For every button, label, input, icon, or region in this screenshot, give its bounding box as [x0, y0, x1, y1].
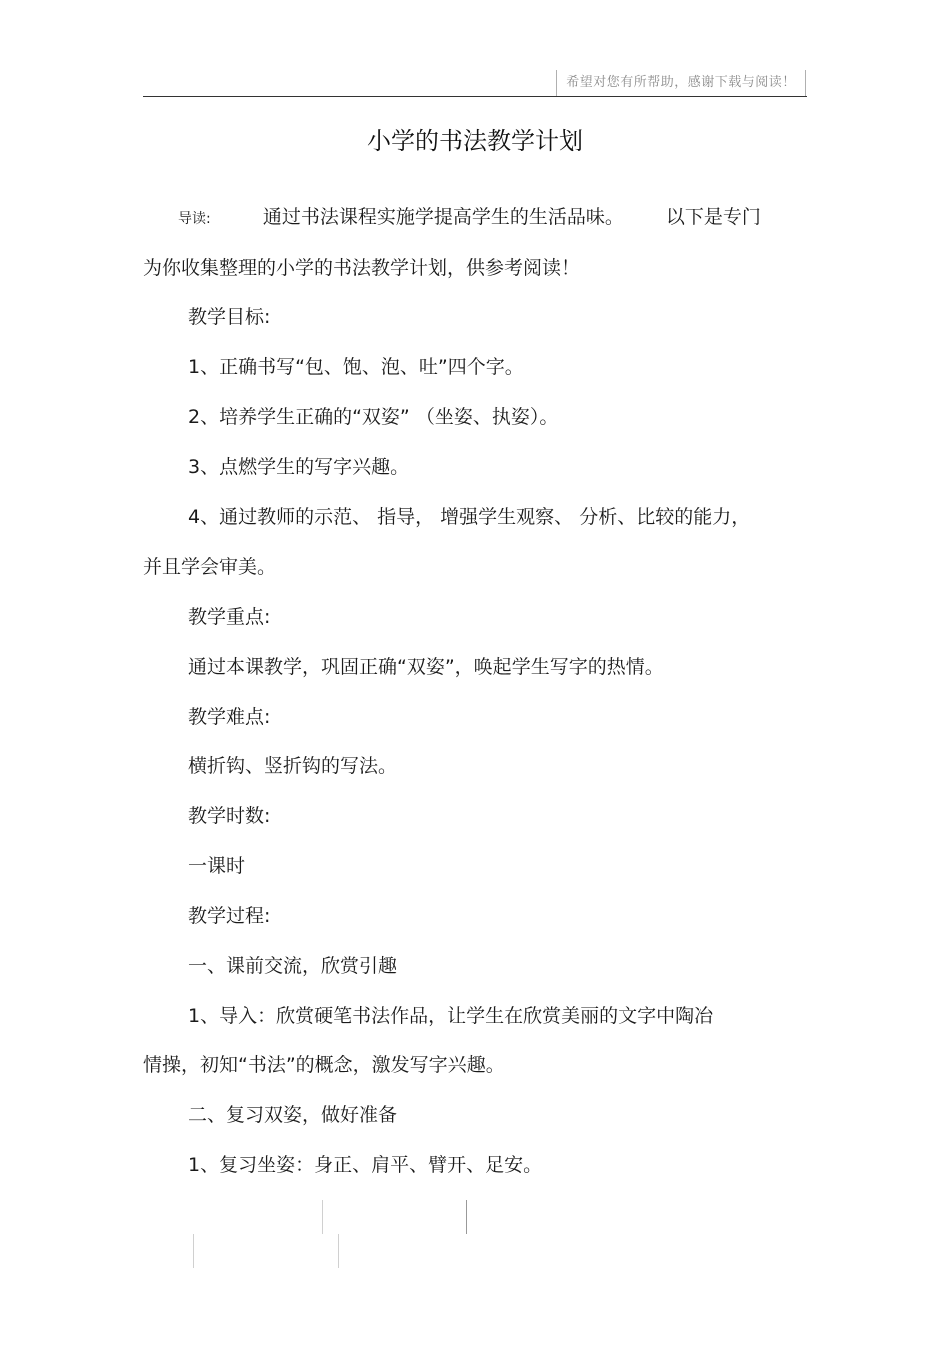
step-1-heading: 一、课前交流，欣赏引趣 — [188, 955, 398, 977]
goal-item-4: 4、通过教师的示范、 指导， 增强学生观察、 分析、比较的能力， — [188, 506, 751, 528]
page-title: 小学的书法教学计划 — [367, 127, 583, 155]
goal-item-2: 2、培养学生正确的“双姿” （坐姿、执姿）。 — [188, 406, 559, 428]
difficulty-text: 横折钩、竖折钩的写法。 — [188, 755, 398, 777]
step-1-item-1-cont: 情操，初知“书法”的概念，激发写字兴趣。 — [143, 1054, 505, 1076]
goal-item-1: 1、正确书写“包、饱、泡、吐”四个字。 — [188, 356, 524, 378]
step-1-item-1: 1、导入：欣赏硬笔书法作品，让学生在欣赏美丽的文字中陶冶 — [188, 1005, 714, 1027]
scan-mark — [338, 1234, 339, 1268]
intro-part-1: 通过书法课程实施学提高学生的生活品味。 — [262, 206, 624, 228]
step-2-heading: 二、复习双姿，做好准备 — [188, 1104, 398, 1126]
hours-text: 一课时 — [188, 855, 246, 877]
step-2-item-1: 1、复习坐姿：身正、肩平、臂开、足安。 — [188, 1154, 543, 1176]
scan-mark — [466, 1200, 467, 1234]
goal-heading: 教学目标: — [188, 306, 271, 328]
scan-mark — [193, 1234, 194, 1268]
header-rule — [143, 96, 807, 97]
scan-mark — [322, 1200, 323, 1234]
difficulty-heading: 教学难点: — [188, 706, 271, 728]
key-heading: 教学重点: — [188, 606, 271, 628]
process-heading: 教学过程: — [188, 905, 271, 927]
header-note: 希望对您有所帮助，感谢下载与阅读！ — [556, 70, 806, 96]
goal-item-3: 3、点燃学生的写字兴趣。 — [188, 456, 410, 478]
intro-line-2: 为你收集整理的小学的书法教学计划，供参考阅读！ — [143, 257, 581, 279]
goal-item-4-cont: 并且学会审美。 — [143, 556, 277, 578]
intro-part-2: 以下是专门 — [665, 206, 761, 228]
intro-line-1 — [178, 203, 761, 233]
hours-heading: 教学时数: — [188, 805, 271, 827]
key-text: 通过本课教学，巩固正确“双姿”，唤起学生写字的热情。 — [188, 656, 664, 678]
intro-label: 导读: — [178, 211, 211, 227]
